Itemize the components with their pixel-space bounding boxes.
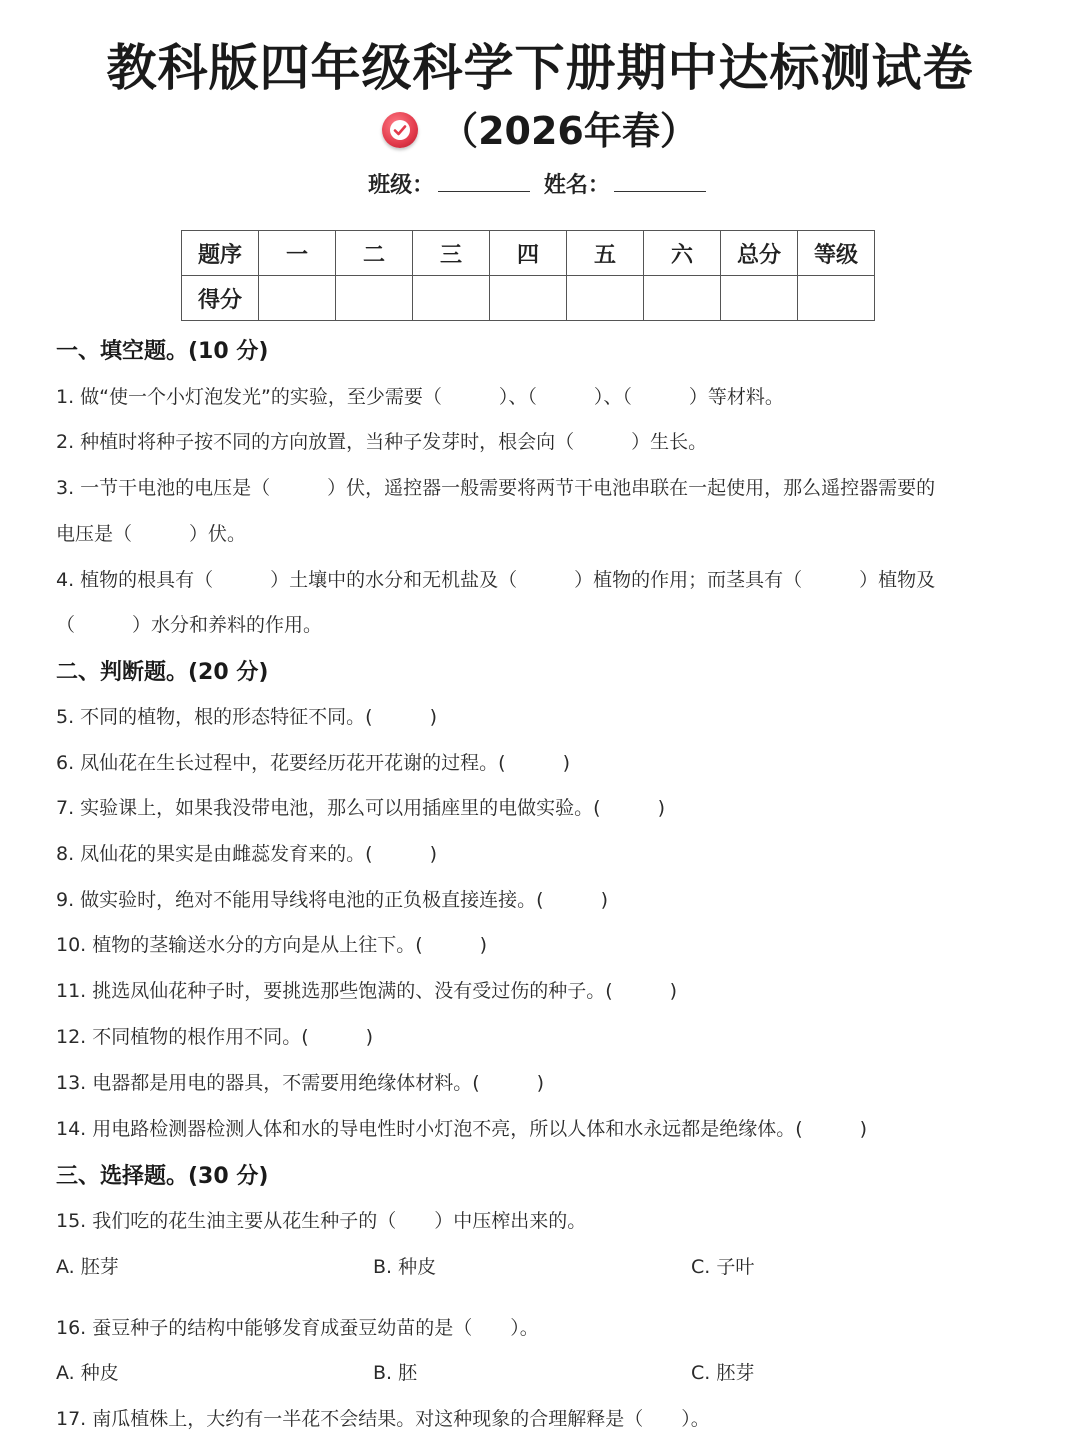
question-line: 15. 我们吃的花生油主要从花生种子的（ ）中压榨出来的。 bbox=[56, 1210, 587, 1232]
score-header-cell: 二 bbox=[336, 231, 413, 276]
question-line: 2. 种植时将种子按不同的方向放置，当种子发芽时，根会向（ ）生长。 bbox=[56, 431, 708, 453]
question-line: 7. 实验课上，如果我没带电池，那么可以用插座里的电做实验。( ) bbox=[56, 797, 665, 819]
score-cell[interactable] bbox=[798, 276, 875, 321]
question-line: 17. 南瓜植株上，大约有一半花不会结果。对这种现象的合理解释是（ ）。 bbox=[56, 1408, 710, 1430]
name-field[interactable] bbox=[614, 173, 706, 192]
score-row-label: 得分 bbox=[182, 276, 259, 321]
question-line: 4. 植物的根具有（ ）土壤中的水分和无机盐及（ ）植物的作用；而茎具有（ ）植物及 bbox=[56, 569, 936, 591]
score-table-score-row bbox=[182, 276, 875, 321]
question-line: 8. 凤仙花的果实是由雌蕊发育来的。( ) bbox=[56, 843, 437, 865]
score-header-cell: 六 bbox=[644, 231, 721, 276]
class-label: 班级： bbox=[368, 173, 435, 198]
student-info-line bbox=[0, 168, 1080, 199]
section3-title: 三、选择题。(30 分) bbox=[56, 1164, 269, 1189]
option-a: A. 种皮 bbox=[56, 1362, 119, 1384]
question-line: （ ）水分和养料的作用。 bbox=[56, 614, 323, 636]
option-a: A. 胚芽 bbox=[56, 1256, 119, 1278]
score-table-header-row bbox=[182, 231, 875, 276]
question-line: 13. 电器都是用电的器具，不需要用绝缘体材料。( ) bbox=[56, 1072, 545, 1094]
score-table bbox=[181, 230, 875, 321]
score-cell[interactable] bbox=[413, 276, 490, 321]
question-line: 10. 植物的茎输送水分的方向是从上往下。( ) bbox=[56, 934, 488, 956]
check-badge-icon bbox=[382, 112, 418, 148]
score-header-cell: 总分 bbox=[721, 231, 798, 276]
question-line: 12. 不同植物的根作用不同。( ) bbox=[56, 1026, 374, 1048]
score-cell[interactable] bbox=[336, 276, 413, 321]
option-b: B. 胚 bbox=[373, 1362, 418, 1384]
score-header-cell: 四 bbox=[490, 231, 567, 276]
name-label: 姓名： bbox=[543, 173, 610, 198]
score-header-cell: 题序 bbox=[182, 231, 259, 276]
section1-title: 一、填空题。(10 分) bbox=[56, 339, 269, 364]
question-line: 6. 凤仙花在生长过程中，花要经历花开花谢的过程。( ) bbox=[56, 752, 570, 774]
subtitle-text: （2026年春） bbox=[440, 109, 698, 153]
page-subtitle bbox=[0, 100, 1080, 155]
score-cell[interactable] bbox=[490, 276, 567, 321]
score-header-cell: 五 bbox=[567, 231, 644, 276]
option-c: C. 子叶 bbox=[691, 1256, 755, 1278]
score-cell[interactable] bbox=[259, 276, 336, 321]
question-line: 5. 不同的植物，根的形态特征不同。( ) bbox=[56, 706, 437, 728]
question-line: 1. 做“使一个小灯泡发光”的实验，至少需要（ ）、（ ）、（ ）等材料。 bbox=[56, 386, 784, 408]
option-c: C. 胚芽 bbox=[691, 1362, 755, 1384]
question-line: 3. 一节干电池的电压是（ ）伏，遥控器一般需要将两节干电池串联在一起使用，那么遥控器需要的 bbox=[56, 477, 936, 499]
score-cell[interactable] bbox=[721, 276, 798, 321]
score-header-cell: 三 bbox=[413, 231, 490, 276]
question-line: 9. 做实验时，绝对不能用导线将电池的正负极直接连接。( ) bbox=[56, 889, 608, 911]
question-line: 14. 用电路检测器检测人体和水的导电性时小灯泡不亮，所以人体和水永远都是绝缘体。( ) bbox=[56, 1118, 868, 1140]
option-b: B. 种皮 bbox=[373, 1256, 437, 1278]
question-line: 电压是（ ）伏。 bbox=[56, 523, 247, 545]
section2-title: 二、判断题。(20 分) bbox=[56, 660, 269, 685]
page-title: 教科版四年级科学下册期中达标测试卷 bbox=[106, 39, 974, 97]
score-cell[interactable] bbox=[644, 276, 721, 321]
score-header-cell: 等级 bbox=[798, 231, 875, 276]
question-line: 16. 蚕豆种子的结构中能够发育成蚕豆幼苗的是（ ）。 bbox=[56, 1317, 539, 1339]
score-header-cell: 一 bbox=[259, 231, 336, 276]
question-line: 11. 挑选凤仙花种子时，要挑选那些饱满的、没有受过伤的种子。( ) bbox=[56, 980, 678, 1002]
class-field[interactable] bbox=[438, 173, 530, 192]
score-cell[interactable] bbox=[567, 276, 644, 321]
